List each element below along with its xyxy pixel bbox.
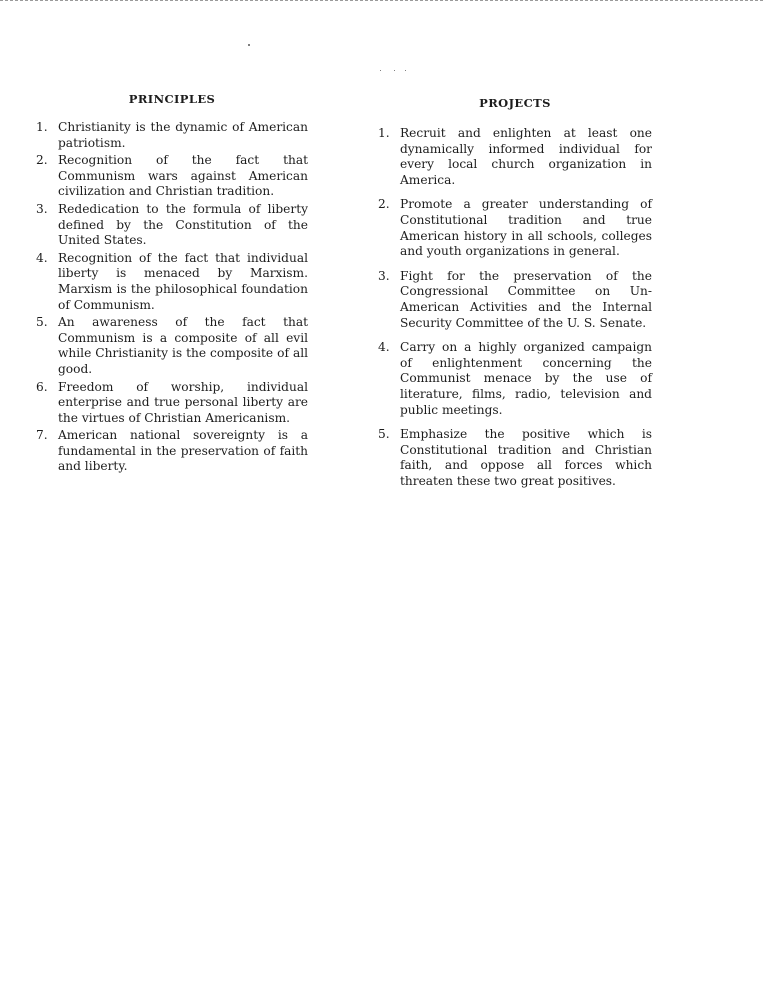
projects-list: [378, 126, 652, 489]
item-number: 6.: [36, 379, 48, 394]
list-item: [378, 269, 652, 331]
list-item: [36, 251, 308, 313]
item-number: 5.: [36, 315, 48, 330]
list-item: [378, 340, 652, 418]
page-top-edge: [0, 0, 763, 1]
item-number: 7.: [36, 428, 48, 443]
item-number: 4.: [36, 250, 48, 265]
principles-column: [36, 92, 308, 477]
item-text: An awareness of the fact that Communism is a composite of all evil while Christianity is the composite of all good.: [58, 315, 308, 376]
item-number: 3.: [378, 268, 390, 283]
item-text: American national sovereignty is a fundamental in the preservation of faith and liberty.: [58, 428, 308, 474]
scan-speck: [394, 70, 395, 71]
item-text: Recruit and enlighten at least one dynamically informed individual for every local church organization in America.: [400, 126, 652, 187]
item-text: Rededication to the formula of liberty defined by the Constitution of the United States.: [58, 201, 308, 248]
list-item: [378, 427, 652, 489]
list-item: [378, 197, 652, 259]
item-text: Recognition of the fact that Communism wars against American civilization and Christian tradition.: [58, 153, 308, 199]
item-text: Emphasize the positive which is Constitutional tradition and Christian faith, and oppose all forces which threaten these two great positives.: [400, 427, 652, 488]
principles-heading: PRINCIPLES: [128, 92, 216, 106]
item-text: Promote a greater understanding of Constitutional tradition and true American history in all schools, colleges and youth organizations in general.: [400, 197, 652, 259]
item-text: Christianity is the dynamic of American patriotism.: [58, 120, 308, 150]
scan-speck: [405, 70, 406, 71]
item-number: 3.: [36, 201, 48, 216]
list-item: [36, 153, 308, 200]
item-number: 1.: [378, 126, 390, 140]
list-item: [36, 315, 308, 377]
item-text: Carry on a highly organized campaign of enlightenment concerning the Communist menace by the use of literature, films, radio, television and public meetings.: [400, 340, 652, 417]
list-item: [36, 380, 308, 427]
projects-heading: PROJECTS: [479, 96, 551, 110]
item-number: 5.: [378, 427, 390, 442]
principles-list: [36, 120, 308, 475]
scan-speck: [380, 70, 381, 71]
item-number: 2.: [36, 153, 48, 168]
list-item: [36, 120, 308, 151]
item-number: 4.: [378, 340, 390, 355]
item-text: Freedom of worship, individual enterprise and true personal liberty are the virtues of Christian Americanism.: [58, 379, 308, 425]
projects-column: [378, 96, 652, 498]
scan-speck: [248, 44, 250, 46]
list-item: [36, 202, 308, 249]
item-text: Fight for the preservation of the Congressional Committee on Un-American Activities and the Internal Security Committee of the U. S. Senate.: [400, 268, 652, 330]
list-item: [36, 428, 308, 475]
list-item: [378, 126, 652, 188]
item-number: 2.: [378, 197, 390, 212]
item-number: 1.: [36, 120, 48, 134]
item-text: Recognition of the fact that individual liberty is menaced by Marxism. Marxism is the philosophical foundation of Communism.: [58, 250, 308, 312]
